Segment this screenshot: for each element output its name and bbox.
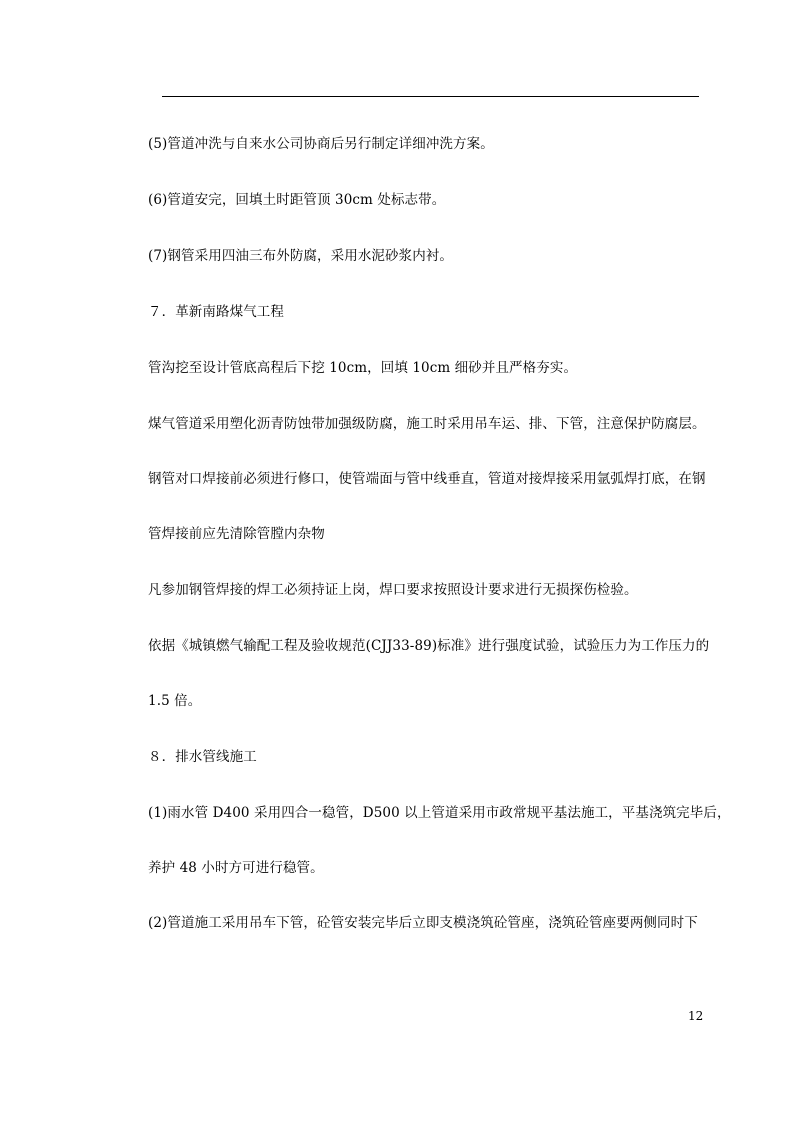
header-rule [162,96,699,97]
section-heading-7: ７．革新南路煤气工程 [148,304,284,320]
text-line-5: 管沟挖至设计管底高程后下挖 10cm，回填 10cm 细砂并且严格夯实。 [148,360,578,376]
text-line-15: (2)管道施工采用吊车下管，砼管安装完毕后立即支模浇筑砼管座，浇筑砼管座要两侧同时下 [148,915,698,931]
page-number: 12 [688,1009,704,1023]
text-line-7: 钢管对口焊接前必须进行修口，使管端面与管中线垂直，管道对接焊接采用氩弧焊打底，在钢 [148,471,706,487]
text-line-10: 依据《城镇燃气输配工程及验收规范(CJJ33-89)标准》进行强度试验，试验压力为工作压力的 [148,638,710,654]
text-line-8: 管焊接前应先清除管膛内杂物 [148,526,325,542]
text-line-14: 养护 48 小时方可进行稳管。 [148,860,324,876]
text-line-2: (6)管道安完，回填土时距管顶 30cm 处标志带。 [148,192,446,208]
text-line-3: (7)钢管采用四油三布外防腐，采用水泥砂浆内衬。 [148,248,454,264]
section-heading-8: ８．排水管线施工 [148,749,257,765]
text-line-6: 煤气管道采用塑化沥青防蚀带加强级防腐，施工时采用吊车运、排、下管，注意保护防腐层。 [148,416,706,432]
text-line-9: 凡参加钢管焊接的焊工必须持证上岗，焊口要求按照设计要求进行无损探伤检验。 [148,582,638,598]
text-line-1: (5)管道冲洗与自来水公司协商后另行制定详细冲洗方案。 [148,136,494,152]
text-line-13: (1)雨水管 D400 采用四合一稳管，D500 以上管道采用市政常规平基法施工，平基浇筑完毕后， [148,805,731,821]
text-line-11: 1.5 倍。 [148,693,202,709]
